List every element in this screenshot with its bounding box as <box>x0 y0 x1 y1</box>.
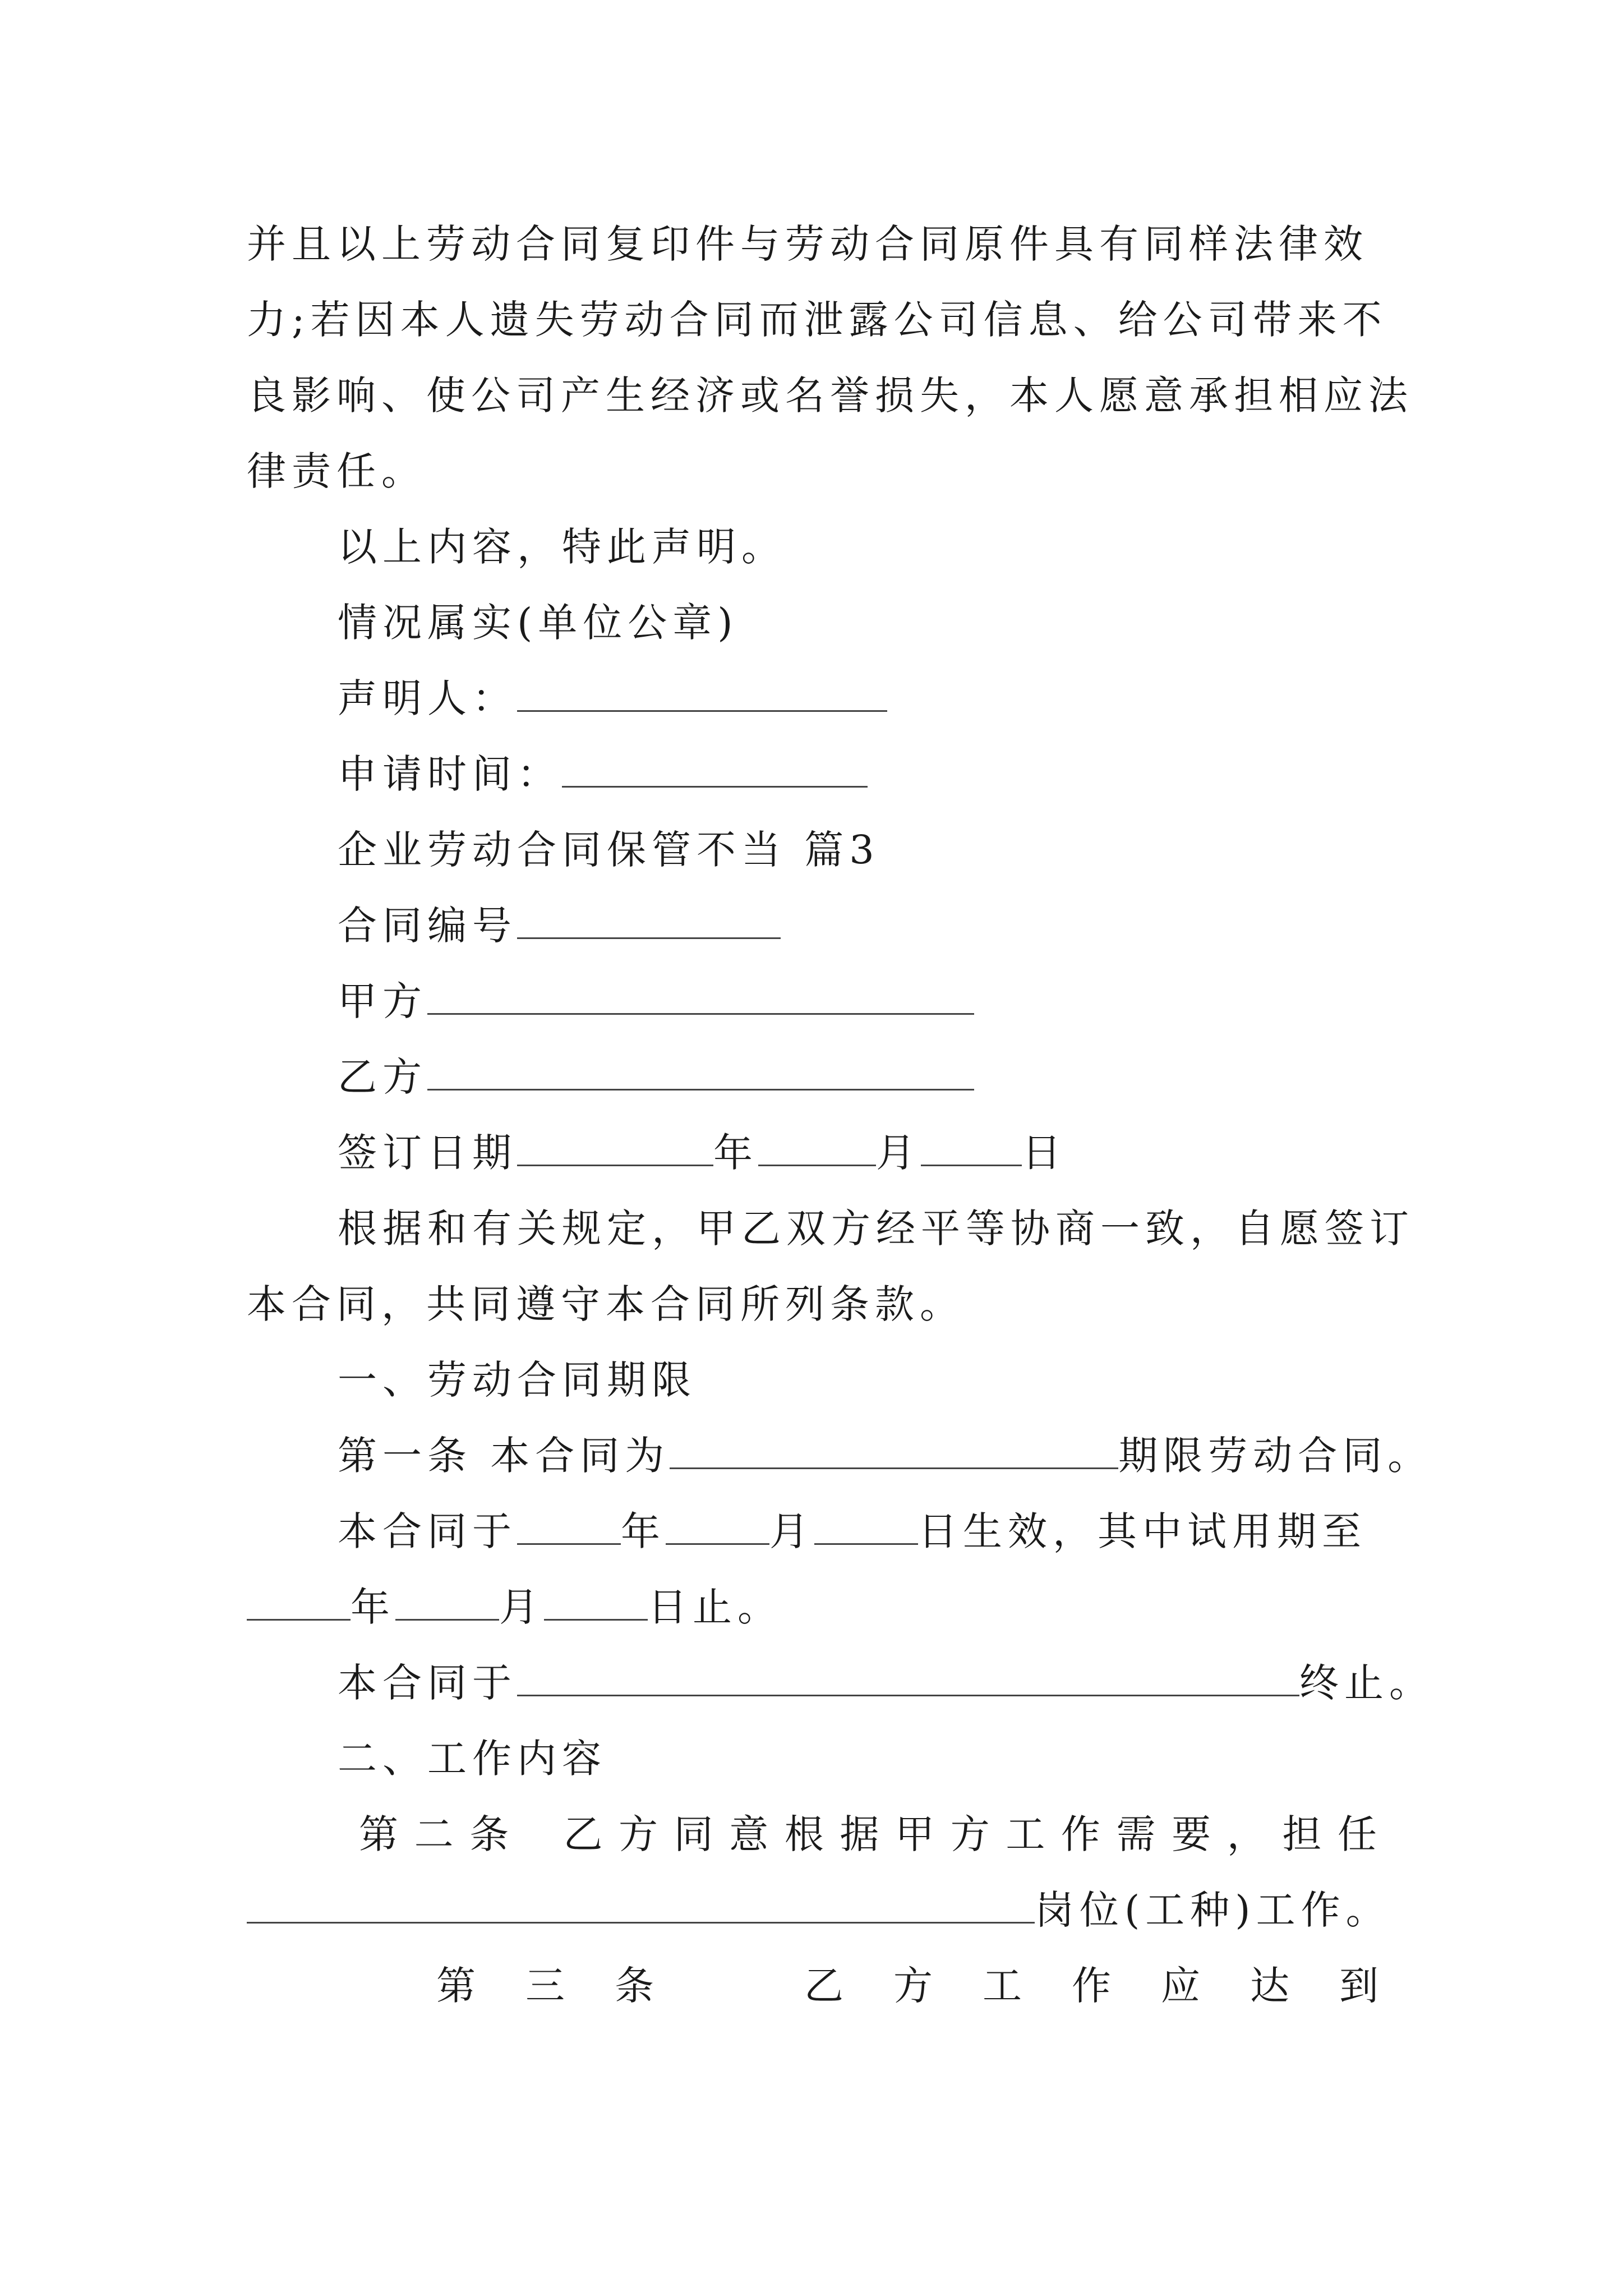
apply-time-blank[interactable] <box>562 749 868 788</box>
article2-char: 第 <box>359 1811 398 1857</box>
article2-char: 方 <box>950 1811 990 1857</box>
party-b-label: 乙方 <box>338 1054 427 1100</box>
sign-day-blank[interactable] <box>921 1128 1022 1166</box>
article3-char: 应 <box>1161 1963 1200 2009</box>
article2-char: 意 <box>729 1811 769 1857</box>
heading-work-content: 二、工作内容 <box>338 1736 607 1782</box>
sign-day-label: 日 <box>1022 1130 1067 1176</box>
article2-char: 方 <box>619 1811 658 1857</box>
party-a-row <box>338 973 974 1029</box>
probation-end-text: 日止。 <box>648 1584 782 1630</box>
para1-line2: 力;若因本人遗失劳动合同而泄露公司信息、给公司带来不 <box>247 297 1387 343</box>
section-title: 企业劳动合同保管不当 篇3 <box>338 827 880 873</box>
article3-char: 作 <box>1072 1963 1111 2009</box>
article2-line1 <box>359 1806 1377 1862</box>
sign-year-label: 年 <box>713 1130 758 1176</box>
probation-month-label: 月 <box>499 1584 544 1630</box>
article3-char: 到 <box>1339 1963 1378 2009</box>
effective-row <box>338 1503 1367 1559</box>
article2-char: ， <box>1227 1811 1266 1857</box>
effective-month-label: 月 <box>769 1508 814 1554</box>
article3-char: 第 <box>436 1963 476 2009</box>
para1-line3: 良影响、使公司产生经济或名誉损失，本人愿意承担相应法 <box>247 372 1413 418</box>
sign-date-row <box>338 1125 1067 1181</box>
apply-time-row <box>338 746 868 802</box>
article2-char: 据 <box>840 1811 879 1857</box>
probation-year-blank[interactable] <box>247 1582 351 1621</box>
contract-no-row <box>338 898 781 954</box>
seal-text: 情况属实(单位公章) <box>338 600 739 646</box>
intro-line1: 根据和有关规定，甲乙双方经平等协商一致，自愿签订 <box>338 1205 1414 1251</box>
declarant-blank[interactable] <box>517 673 887 712</box>
sign-month-blank[interactable] <box>758 1128 876 1166</box>
effective-mid: 日生效，其中试用期至 <box>918 1508 1367 1554</box>
article3-char: 达 <box>1250 1963 1289 2009</box>
heading-contract-term: 一、劳动合同期限 <box>338 1357 697 1403</box>
article2-char: 工 <box>1006 1811 1045 1857</box>
article2-char: 根 <box>784 1811 824 1857</box>
article3-line1 <box>436 1958 1378 2014</box>
article2-char: 要 <box>1172 1811 1211 1857</box>
para1-line1: 并且以上劳动合同复印件与劳动合同原件具有同样法律效 <box>247 221 1368 267</box>
article2-line2 <box>247 1882 1391 1938</box>
article2-char: 甲 <box>895 1811 935 1857</box>
party-b-blank[interactable] <box>427 1052 974 1091</box>
sign-month-label: 月 <box>876 1130 921 1176</box>
para1-line4: 律责任。 <box>247 448 426 494</box>
party-a-label: 甲方 <box>338 978 427 1024</box>
article3-char: 乙 <box>804 1963 843 2009</box>
article2-post-blank[interactable] <box>247 1885 1035 1924</box>
article3-char: 方 <box>893 1963 933 2009</box>
article1-row <box>338 1428 1432 1484</box>
probation-year-label: 年 <box>351 1584 395 1630</box>
effective-prefix: 本合同于 <box>338 1508 517 1554</box>
effective-day-blank[interactable] <box>814 1506 918 1545</box>
article2-char: 需 <box>1116 1811 1156 1857</box>
contract-no-blank[interactable] <box>517 900 781 939</box>
article2-suffix: 岗位(工种)工作。 <box>1035 1887 1391 1933</box>
article3-char: 条 <box>615 1963 654 2009</box>
sign-year-blank[interactable] <box>517 1128 713 1166</box>
article1-prefix: 第一条 本合同为 <box>338 1433 670 1479</box>
effective-year-blank[interactable] <box>517 1506 621 1545</box>
terminate-prefix: 本合同于 <box>338 1660 517 1706</box>
article2-char: 任 <box>1337 1811 1377 1857</box>
sign-date-label: 签订日期 <box>338 1130 517 1176</box>
terminate-row <box>338 1655 1434 1711</box>
probation-end-row <box>247 1579 782 1635</box>
party-a-blank[interactable] <box>427 976 974 1015</box>
intro-line2: 本合同，共同遵守本合同所列条款。 <box>247 1281 965 1327</box>
article2-char: 乙 <box>563 1811 603 1857</box>
declarant-label: 声明人： <box>338 675 517 721</box>
party-b-row <box>338 1049 974 1105</box>
article3-char: 三 <box>525 1963 565 2009</box>
article2-char: 条 <box>469 1811 509 1857</box>
effective-year-label: 年 <box>621 1508 666 1554</box>
declaration-text: 以上内容，特此声明。 <box>338 524 786 570</box>
probation-day-blank[interactable] <box>544 1582 648 1621</box>
article2-char: 担 <box>1282 1811 1322 1857</box>
article2-char: 二 <box>414 1811 454 1857</box>
article1-suffix: 期限劳动合同。 <box>1118 1433 1433 1479</box>
terminate-blank[interactable] <box>517 1658 1299 1696</box>
article3-char: 工 <box>983 1963 1022 2009</box>
declarant-row <box>338 670 887 726</box>
probation-month-blank[interactable] <box>395 1582 499 1621</box>
contract-no-label: 合同编号 <box>338 903 517 949</box>
article1-blank[interactable] <box>670 1430 1118 1469</box>
apply-time-label: 申请时间： <box>338 751 562 797</box>
article2-char: 作 <box>1061 1811 1100 1857</box>
article2-char: 同 <box>674 1811 713 1857</box>
effective-month-blank[interactable] <box>666 1506 769 1545</box>
terminate-suffix: 终止。 <box>1299 1660 1434 1706</box>
